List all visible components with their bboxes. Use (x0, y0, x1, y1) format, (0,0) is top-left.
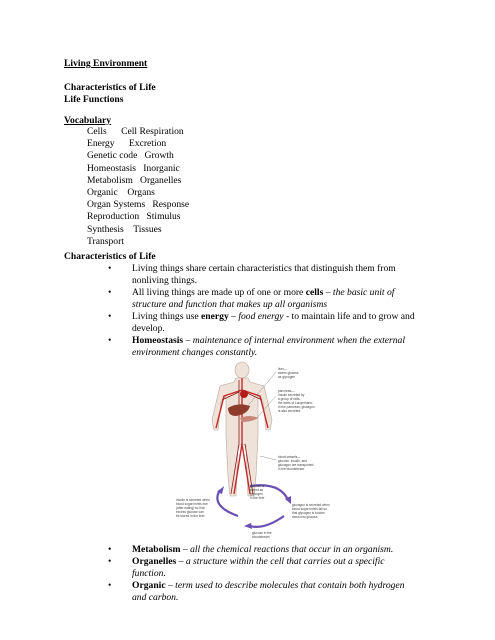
bullet-item (108, 544, 468, 556)
vocab-row: Transport (87, 235, 124, 247)
label-pancreas: is also secreted (278, 409, 301, 413)
bullet-glyph: • (108, 556, 112, 567)
cycle-arrowhead (244, 523, 252, 529)
cycle-label-bottom: bloodstream (252, 535, 270, 539)
bullet-glyph: • (108, 311, 112, 322)
bullet-line (132, 311, 468, 323)
vocab-row: Reproduction Stimulus (87, 211, 181, 223)
label-pancreas: the islets of Langerhans; (278, 401, 313, 405)
bullet-text: All living things are made up of one or more (132, 287, 306, 298)
definition-text: – term used to describe molecules that contain both hydrogen (165, 580, 405, 591)
subtitle-life-functions: Life Functions (64, 94, 124, 105)
definition-text: – maintenance of internal environment when the external (183, 335, 406, 346)
bullet-line (132, 556, 468, 568)
definition-text: – all the chemical reactions that occur in an organism. (180, 544, 394, 555)
vocab-row: Metabolism Organelles (87, 174, 182, 186)
leader-line (260, 456, 276, 460)
vocab-row: Genetic code Growth (87, 150, 174, 162)
bullet-glyph: • (108, 335, 112, 346)
term-homeostasis: Homeostasis (132, 335, 184, 346)
human-figure (212, 362, 272, 496)
bullet-line: develop. (132, 323, 165, 334)
label-liver: liver— (278, 367, 288, 371)
definition-text: – the basic unit of (323, 287, 395, 298)
cycle-label-right: glucagon is secreted when (292, 503, 330, 507)
cycle-label-left: excess glucose can (176, 510, 204, 514)
label-blood-vessels: glucose, insulin, and (278, 459, 307, 463)
cycle-label-top: stored as (250, 488, 264, 492)
diagram-svg (160, 356, 356, 540)
label-liver: stores glucose (278, 371, 299, 375)
vocabulary-heading: Vocabulary (64, 115, 112, 126)
bullet-glyph: • (108, 263, 112, 274)
term-energy: energy (201, 311, 229, 322)
bullet-item (108, 556, 468, 580)
cycle-label-top: in the liver (250, 496, 265, 500)
definition-text: function. (132, 568, 166, 579)
label-liver: as glycogen (278, 375, 296, 379)
label-pancreas: in the pancreas; glucagon (278, 405, 315, 409)
heart-organ (240, 390, 248, 398)
label-blood-vessels: glucagon are transported (278, 463, 314, 467)
bullet-line (132, 335, 468, 347)
definition-text: environment changes constantly. (132, 347, 258, 358)
cycle-label-left: be stored in the liver (176, 514, 205, 518)
section-heading: Characteristics of Life (64, 251, 156, 262)
vocab-row: Organ Systems Response (87, 199, 190, 211)
cycle-label-right: that glycogen is broken (292, 511, 325, 515)
bullet-line: nonliving things. (132, 275, 198, 286)
bullet-text: - to maintain life and to grow and (283, 311, 415, 322)
subtitle-characteristics: Characteristics of Life (64, 82, 156, 93)
bullet-item (108, 580, 468, 604)
bullet-glyph: • (108, 287, 112, 298)
cycle-label-bottom: glucose in the (252, 531, 272, 535)
bullet-line (132, 544, 468, 556)
label-pancreas: a group of cells, (278, 397, 301, 401)
label-pancreas: pancreas— (278, 389, 295, 393)
cycle-label-left: blood sugar levels rise (176, 502, 208, 506)
vocab-row: Synthesis Tissues (87, 223, 162, 235)
definition-text: and carbon. (132, 592, 179, 603)
vocab-row: Energy Excretion (87, 138, 167, 150)
cycle-label-right: down into glucose (292, 515, 318, 519)
definition-text: – a structure within the cell that carries out a specific (176, 556, 385, 567)
cycle-label-top: glucose is (250, 484, 265, 488)
bullet-line (132, 287, 468, 299)
bullet-item (108, 263, 468, 287)
label-blood-vessels: blood vessels— (278, 455, 301, 459)
cycle-label-left: insulin is secreted when (176, 498, 210, 502)
label-pancreas: insulin secreted by (278, 393, 305, 397)
bullet-glyph: • (108, 580, 112, 591)
bullet-text: Living things use (132, 311, 202, 322)
bullet-item (108, 287, 468, 311)
cycle-arrow-bottom (250, 516, 284, 527)
vocab-row: Homeostasis Inorganic (87, 162, 180, 174)
term-organelles: Organelles (132, 556, 177, 567)
term-cells: cells (305, 287, 324, 298)
page-title: Living Environment (64, 58, 148, 69)
bullet-line (132, 580, 468, 592)
term-organic: Organic (132, 580, 166, 591)
label-blood-vessels: in the bloodstream (278, 467, 305, 471)
cycle-label-right: blood sugar levels fall so (292, 507, 327, 511)
definition-text: – food energy (228, 311, 284, 322)
cycle-label-top: glycogen (250, 492, 263, 496)
right-labels (278, 367, 315, 471)
glucose-cycle (176, 484, 330, 539)
cycle-label-left: (after eating) so that (176, 506, 205, 510)
vocab-row: Organic Organs (87, 186, 155, 198)
vocabulary-list (87, 126, 189, 248)
bullet-glyph: • (108, 544, 112, 555)
term-metabolism: Metabolism (132, 544, 181, 555)
bullet-item (108, 311, 468, 335)
vocab-row: Cells Cell Respiration (87, 126, 184, 137)
head-shape (235, 362, 249, 378)
definition-text: structure and function that makes up all organisms (132, 299, 328, 310)
glucose-regulation-diagram (160, 356, 356, 540)
bullet-line: Living things share certain characteristics that distinguish them from (132, 263, 396, 274)
